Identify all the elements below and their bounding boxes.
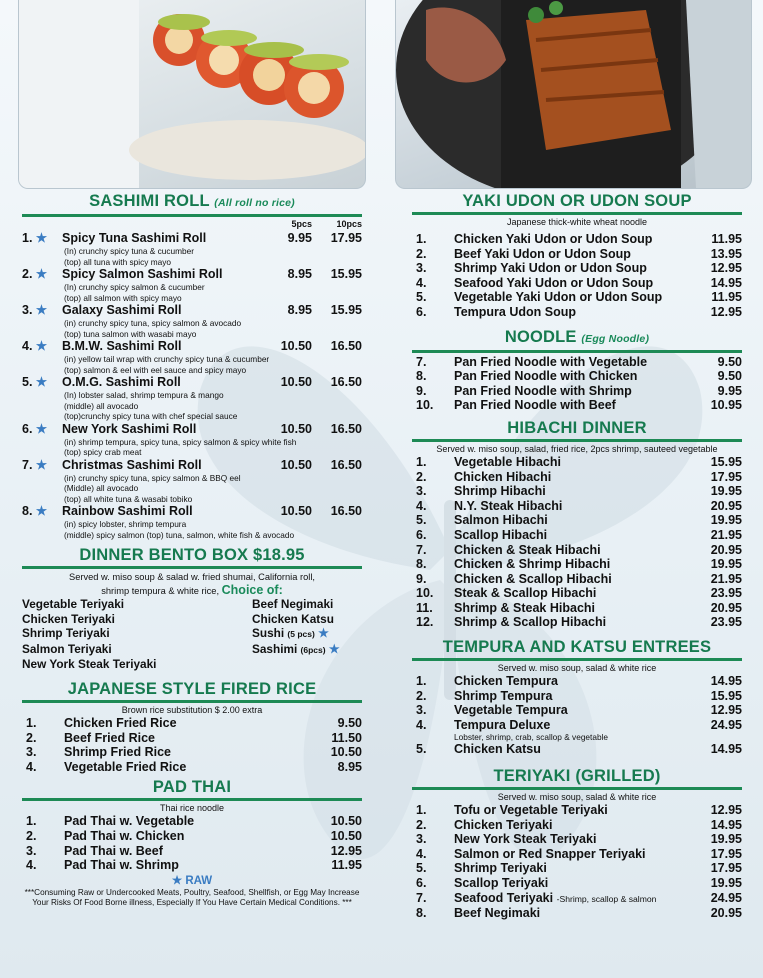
item-name: Chicken Yaki Udon or Udon Soup [454,232,653,246]
item-number: 4. [416,498,427,513]
item-number: 3. [416,484,427,499]
item-number: 5. [416,861,427,876]
item-description: (in) shrimp tempura, spicy tuna, spicy salmon & spicy white fish [64,436,297,447]
price-5pcs: 10.50 [280,421,312,436]
item-description: (In) crunchy spicy tuna & cucumber [64,246,195,256]
menu-item [412,484,742,499]
item-number: 3. [416,261,427,276]
noodle-list [412,355,742,413]
item-name: New York Sashimi Roll [62,421,197,436]
item-price: 20.95 [710,542,742,557]
item-number: 10. [416,586,434,601]
left-column [22,188,362,909]
item-price: 9.50 [337,715,362,730]
sashimi-item [22,267,362,282]
udon-title: YAKI UDON OR UDON SOUP [462,192,692,210]
star-icon: ★ [32,421,48,436]
menu-item [412,742,742,757]
menu-item [22,829,362,844]
item-name: Pad Thai w. Shrimp [64,858,179,873]
sushi-roll-photo [18,0,366,189]
item-price: 10.95 [710,398,742,413]
menu-item [412,876,742,891]
item-number: 1. [26,814,37,829]
item-price: 11.95 [711,290,742,305]
sashimi-roll-title: SASHIMI ROLL (All roll no rice) [89,192,295,210]
item-number: 3. [26,745,37,760]
item-name: Pan Fried Noodle with Beef [454,398,616,413]
item-number: 9. [416,383,427,398]
item-number: 4. [416,846,427,861]
menu-item [412,232,742,247]
item-number: 1. ★ [22,231,48,245]
item-description: (Middle) all avocado [64,483,139,493]
item-number: 4. [26,858,37,873]
item-description: Lobster, shrimp, crab, scallop & vegetable [454,732,609,743]
menu-item [412,703,742,718]
item-number: 7. [416,542,427,557]
pad-thai-note: Thai rice noodle [159,803,225,814]
item-name: Chicken & Scallop Hibachi [454,571,612,586]
menu-item [412,455,742,470]
bento-choice [192,657,362,672]
item-number: 4. [416,717,427,732]
item-description: (top) spicy crab meat [64,447,142,457]
price-5pcs: 10.50 [280,375,312,389]
item-number: 4. ★ [22,339,48,353]
menu-item [412,818,742,833]
item-number: 2. [26,828,37,843]
item-description: (top) all tuna with spicy mayo [64,256,171,267]
item-number: 4. [26,759,37,774]
item-number: 8. [416,906,427,921]
bento-choice: Vegetable Teriyaki [22,597,125,611]
price-10pcs: 16.50 [330,504,362,518]
udon-list [412,232,742,320]
item-number: 3. [416,703,427,718]
sashimi-roll-list [22,231,362,540]
item-name: Spicy Salmon Sashimi Roll [62,267,223,281]
item-description: (top) tuna salmon with wasabi mayo [64,328,197,339]
section-divider [412,658,742,661]
item-price: 15.95 [710,688,742,703]
item-name: Shrimp Fried Rice [64,745,171,760]
item-name: Beef Fried Rice [64,730,156,745]
price-5pcs: 8.95 [287,267,312,281]
item-price: 19.95 [710,832,742,847]
item-name: New York Steak Teriyaki [454,832,597,847]
menu-item [412,572,742,587]
item-description: (middle) all avocado [64,400,139,411]
price-10pcs: 16.50 [330,421,362,436]
item-price: 9.95 [717,383,742,398]
item-number: 8. [416,557,427,572]
item-name: Scallop Hibachi [454,527,548,542]
item-name: Chicken & Shrimp Hibachi [454,557,611,572]
item-price: 8.95 [337,759,362,774]
item-number: 2. [26,730,37,745]
item-number: 6. [416,876,427,890]
hibachi-note: Served w. miso soup, salad, fried rice, 2pcs shrimp, sauteed vegetable [436,443,718,454]
item-price: 14.95 [710,817,742,832]
star-icon: ★ [32,231,48,245]
item-number: 1. [26,715,37,730]
item-name: O.M.G. Sashimi Roll [62,375,181,389]
item-name: Shrimp Yaki Udon or Udon Soup [454,261,647,276]
sashimi-item [22,231,362,246]
item-name: Chicken & Steak Hibachi [454,542,601,557]
menu-item [412,261,742,276]
item-number: 9. [416,571,427,586]
section-divider [22,798,362,801]
item-inline-note: -Shrimp, scallop & salmon [556,893,657,904]
item-description: (top)crunchy spicy tuna with chef special sauce [64,411,238,421]
item-number: 1. [416,674,427,689]
item-name: Pan Fried Noodle with Chicken [454,369,638,384]
menu-item [412,586,742,601]
pad-thai-list [22,814,362,872]
item-price: 21.95 [710,571,742,586]
fried-rice-note: Brown rice substitution $ 2.00 extra [121,704,263,715]
item-name: Christmas Sashimi Roll [62,457,202,472]
tempura-note: Served w. miso soup, salad & white rice [497,663,657,674]
item-description: (in) yellow tail wrap with crunchy spicy tuna & cucumber [64,354,270,364]
menu-item [412,847,742,862]
price-10pcs: 15.95 [330,303,362,317]
bento-choice: Chicken Teriyaki [22,611,115,626]
item-name: Shrimp Teriyaki [454,861,547,876]
item-name: Scallop Teriyaki [454,876,549,890]
menu-item [412,906,742,921]
price-10pcs: 16.50 [330,375,362,389]
item-name: Chicken Teriyaki [454,817,553,832]
item-number: 8. [416,369,427,384]
item-number: 2. [416,817,427,832]
fried-rice-list [22,716,362,774]
price-10pcs: 16.50 [330,339,362,353]
bento-choice: Chicken Katsu [252,611,334,626]
item-name: Chicken Fried Rice [64,715,177,730]
sashimi-size-header: 5pcs 10pcs [291,219,362,229]
item-name: Vegetable Tempura [454,703,568,718]
bento-note: Served w. miso soup & salad w. fried shumai, California roll, shrimp tempura & white rice, Choice of: [69,572,315,597]
item-number: 3. [26,843,37,858]
item-number: 5. ★ [22,375,48,389]
teriyaki-plate-photo [395,0,752,189]
item-price: 12.95 [710,803,742,818]
section-divider [22,700,362,703]
item-description: (in) crunchy spicy tuna, spicy salmon & avocado [64,318,242,328]
item-name: N.Y. Steak Hibachi [454,498,563,513]
item-name: Steak & Scallop Hibachi [454,586,597,601]
menu-item [412,689,742,704]
item-name: Chicken Tempura [454,674,558,689]
menu-item [412,276,742,291]
hibachi-list [412,455,742,630]
bento-choice: New York Steak Teriyaki [22,657,157,672]
menu-item [22,731,362,746]
price-10pcs: 17.95 [330,231,362,245]
section-divider [412,212,742,215]
item-name: Vegetable Hibachi [454,454,561,469]
sashimi-item [22,504,362,519]
item-number: 6. [416,527,427,542]
menu-item [412,470,742,485]
item-name: Vegetable Fried Rice [64,759,187,774]
item-name: Tempura Udon Soup [454,304,576,319]
menu-item [412,499,742,514]
menu-item [22,760,362,775]
sashimi-item [22,422,362,437]
item-price: 24.95 [710,717,742,732]
item-price: 13.95 [710,246,742,261]
item-price: 21.95 [710,527,742,542]
sashimi-item [22,303,362,318]
item-name: Shrimp & Scallop Hibachi [454,615,607,630]
menu-item [412,290,742,305]
item-description: (top) salmon & eel with eel sauce and spicy mayo [64,364,247,375]
item-number: 2. [416,469,427,484]
menu-item [412,674,742,689]
raw-food-warning: ***Consuming Raw or Undercooked Meats, Poultry, Seafood, Shellfish, or Egg May Increase Your Risks Of Food Borne illness, Especially If You Have Certain Medical Conditions. *** [24,887,360,908]
bento-choice: Salmon Teriyaki [22,641,112,656]
item-price: 14.95 [710,275,742,290]
menu-item [22,814,362,829]
item-number: 1. [416,232,427,246]
menu-item [412,861,742,876]
menu-item [412,891,742,907]
item-price: 10.50 [330,828,362,843]
bento-box-title: DINNER BENTO BOX $18.95 [79,546,305,564]
star-icon: ★ [32,303,48,317]
item-description: (top) all salmon with spicy mayo [64,292,182,303]
item-number: 1. [416,803,427,818]
item-number: 12. [416,615,434,630]
item-name: Pad Thai w. Chicken [64,828,185,843]
star-icon: ★ [32,267,48,281]
item-name: Pad Thai w. Beef [64,843,163,858]
item-price: 14.95 [710,674,742,689]
item-number: 3. [416,832,427,847]
item-number: 2. [416,246,427,261]
item-name: Tempura Deluxe [454,717,551,732]
item-number: 1. [416,454,427,469]
item-price: 14.95 [710,742,742,757]
menu-item [22,745,362,760]
item-price: 19.95 [710,484,742,499]
item-name: Pad Thai w. Vegetable [64,814,195,829]
menu-item [412,528,742,543]
menu-item [412,247,742,262]
item-price: 17.95 [710,469,742,484]
menu-item [412,832,742,847]
raw-indicator: ★ RAW [171,874,213,887]
menu-item [412,718,742,733]
price-10pcs: 16.50 [330,457,362,472]
star-icon: ★ [32,375,48,389]
menu-item [412,398,742,413]
price-5pcs: 10.50 [280,339,312,353]
item-number: 5. [416,290,427,305]
item-number: 11. [416,600,433,615]
item-number: 5. [416,742,427,757]
item-number: 6. [416,304,427,319]
item-description: (In) crunchy spicy salmon & cucumber [64,282,205,292]
item-price: 12.95 [710,703,742,718]
item-price: 20.95 [710,498,742,513]
item-price: 12.95 [710,304,742,319]
price-5pcs: 10.50 [280,457,312,472]
tempura-list [412,674,742,757]
item-price: 11.50 [331,730,362,745]
menu-item [22,716,362,731]
choice-of-label: Choice of: [221,582,283,597]
item-price: 19.95 [710,557,742,572]
item-description: (in) spicy lobster, shrimp tempura [64,519,187,529]
bento-choices [22,597,362,672]
item-name: Beef Yaki Udon or Udon Soup [454,246,631,261]
item-price: 20.95 [710,906,742,921]
item-price: 10.50 [330,814,362,829]
item-name: Vegetable Yaki Udon or Udon Soup [454,290,663,305]
menu-item [412,803,742,818]
item-number: 2. ★ [22,267,48,281]
menu-item [412,369,742,384]
right-column [412,188,742,921]
sashimi-item [22,339,362,354]
section-divider [22,566,362,569]
menu-item [22,858,362,873]
item-name: Beef Negimaki [454,906,541,921]
item-name: Pan Fried Noodle with Shrimp [454,383,632,398]
item-name: Tofu or Vegetable Teriyaki [454,803,608,818]
item-name: Seafood Teriyaki -Shrimp, scallop & salmon [454,890,657,905]
item-number: 2. [416,688,427,703]
price-5pcs: 8.95 [287,303,312,317]
star-icon: ★ [325,641,340,656]
item-price: 12.95 [710,261,742,276]
noodle-title: NOODLE (Egg Noodle) [504,327,650,346]
teriyaki-title: TERIYAKI (GRILLED) [493,767,661,786]
fried-rice-title: JAPANESE STYLE FIRED RICE [67,679,317,698]
bento-choice: Sashimi (6pcs) ★ [252,641,340,656]
pad-thai-title: PAD THAI [152,778,232,797]
hibachi-title: HIBACHI DINNER [507,418,647,437]
item-name: Rainbow Sashimi Roll [62,504,193,518]
item-price: 17.95 [710,861,742,876]
item-number: 7. ★ [22,457,48,472]
teriyaki-list [412,803,742,921]
item-price: 9.50 [717,354,742,369]
star-icon: ★ [32,339,48,353]
item-number: 7. [416,890,427,905]
item-price: 12.95 [330,843,362,858]
item-price: 20.95 [710,600,742,615]
star-icon: ★ [314,626,329,641]
sashimi-item [22,375,362,390]
menu-item [412,305,742,320]
star-icon: ★ [32,457,48,472]
item-price: 23.95 [710,586,742,601]
item-price: 19.95 [710,513,742,528]
item-name: Salmon or Red Snapper Teriyaki [454,846,646,861]
star-icon: ★ [32,504,48,518]
section-divider [412,350,742,353]
item-number: 3. ★ [22,303,48,317]
item-name: Pan Fried Noodle with Vegetable [454,354,648,369]
price-10pcs: 15.95 [330,267,362,281]
item-price: 15.95 [710,454,742,469]
item-name: Salmon Hibachi [454,513,548,528]
item-description: (in) crunchy spicy tuna, spicy salmon & BBQ eel [64,472,241,483]
bento-choice: Sushi (5 pcs) ★ [252,626,329,641]
item-description: (top) all white tuna & wasabi tobiko [64,493,193,504]
menu-item [22,844,362,859]
menu-item [412,384,742,399]
sashimi-item [22,458,362,473]
item-name: Spicy Tuna Sashimi Roll [62,231,207,245]
item-description: (middle) spicy salmon (top) tuna, salmon, white fish & avocado [64,529,295,540]
item-price: 11.95 [711,232,742,246]
udon-note: Japanese thick-white wheat noodle [506,217,648,227]
item-name: Chicken Hibachi [454,469,552,484]
item-price: 10.50 [330,745,362,760]
star-icon: ★ [171,874,183,887]
menu-item [412,601,742,616]
item-name: Galaxy Sashimi Roll [62,303,182,317]
item-price: 24.95 [710,890,742,905]
item-name: Shrimp Tempura [454,688,553,703]
section-divider [412,787,742,790]
menu-item [412,543,742,558]
item-price: 9.50 [717,369,742,384]
bento-choice: Shrimp Teriyaki [22,626,110,641]
price-5pcs: 10.50 [280,504,312,518]
item-name: Chicken Katsu [454,742,541,757]
item-number: 5. [416,513,427,528]
section-divider [22,214,362,217]
menu-item [412,513,742,528]
menu-item [412,557,742,572]
item-number: 4. [416,275,427,290]
menu-item [412,355,742,370]
item-number: 10. [416,398,434,413]
item-price: 23.95 [710,615,742,630]
item-number: 8. ★ [22,504,48,518]
item-price: 19.95 [710,876,742,890]
price-5pcs: 9.95 [287,231,312,245]
menu-item [412,615,742,630]
item-number: 7. [416,354,427,369]
tempura-title: TEMPURA AND KATSU ENTREES [442,638,712,657]
section-divider [412,439,742,442]
item-name: B.M.W. Sashimi Roll [62,339,182,353]
bento-choice: Beef Negimaki [252,597,334,611]
item-number: 6. ★ [22,421,48,436]
item-price: 17.95 [710,846,742,861]
teriyaki-note: Served w. miso soup, salad & white rice [497,792,657,803]
item-price: 11.95 [331,858,362,873]
item-name: Shrimp & Steak Hibachi [454,600,596,615]
item-name: Shrimp Hibachi [454,484,546,499]
item-name: Seafood Yaki Udon or Udon Soup [454,275,654,290]
item-description: (In) lobster salad, shrimp tempura & mango [64,390,224,400]
